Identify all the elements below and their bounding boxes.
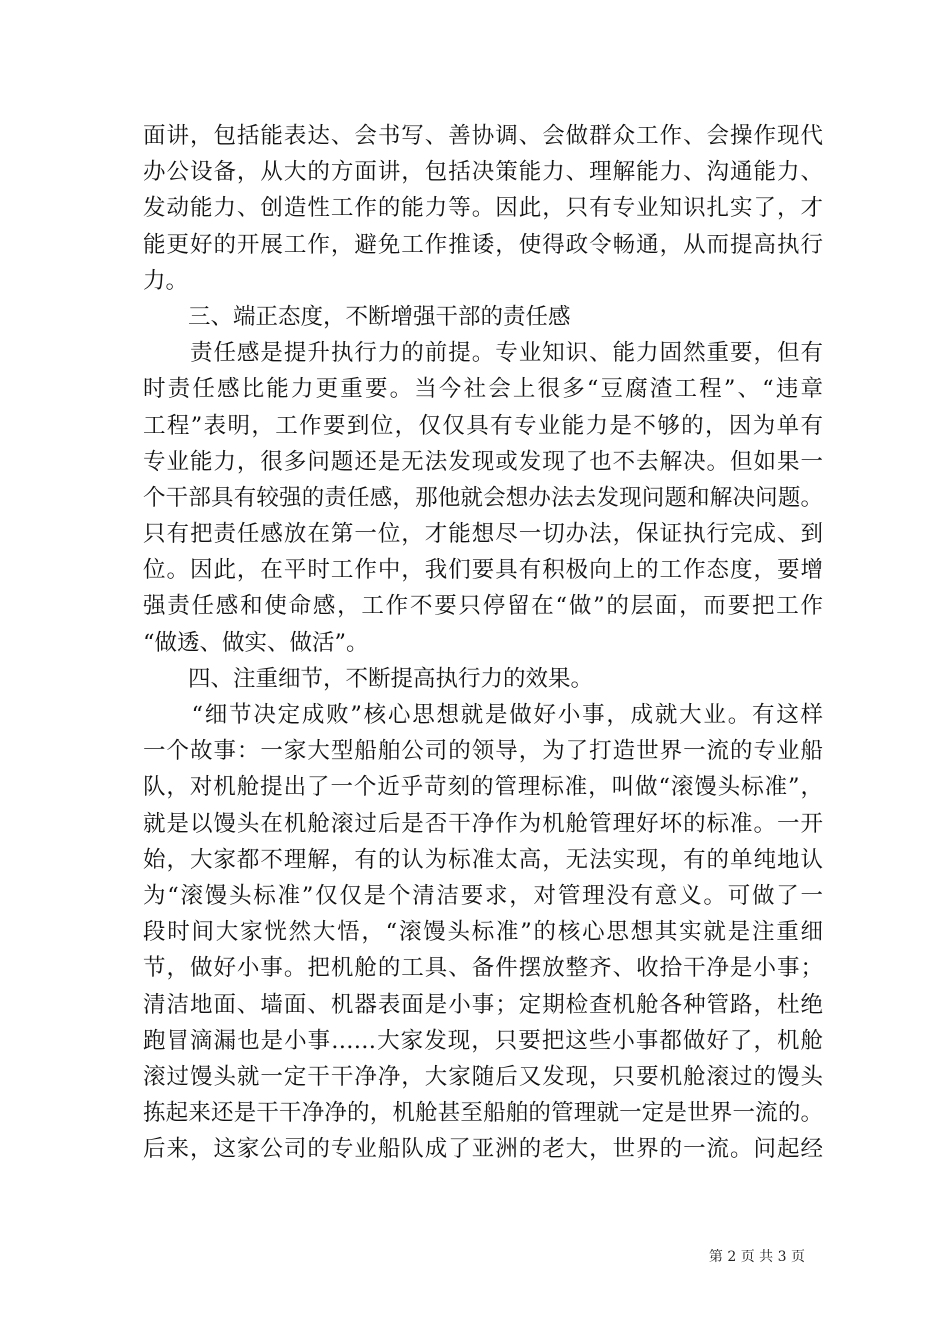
body-text: [143, 118, 823, 1167]
section-heading: 三、端正态度，不断增强干部的责任感: [143, 303, 571, 330]
text-line: 一个故事：一家大型船舶公司的领导，为了打造世界一流的专业船: [143, 738, 823, 765]
text-line: 队，对机舱提出了一个近乎苛刻的管理标准，叫做“滚馒头标准”，: [143, 774, 823, 801]
page-number: 第 2 页 共 3 页: [708, 1249, 805, 1265]
text-line: 后来，这家公司的专业船队成了亚洲的老大，世界的一流。问起经: [143, 1136, 823, 1163]
text-line: “细节决定成败”核心思想就是做好小事，成就大业。有这样: [143, 702, 823, 728]
text-line: 工程”表明，工作要到位，仅仅具有专业能力是不够的，因为单有: [143, 412, 823, 439]
section-heading: 四、注重细节，不断提高执行力的效果。: [143, 665, 594, 692]
text-line: 面讲，包括能表达、会书写、善协调、会做群众工作、会操作现代: [143, 123, 823, 149]
text-line: 为“滚馒头标准”仅仅是个清洁要求，对管理没有意义。可做了一: [143, 882, 823, 909]
text-line: 办公设备，从大的方面讲，包括决策能力、理解能力、沟通能力、: [143, 159, 823, 186]
text-line: 位。因此，在平时工作中，我们要具有积极向上的工作态度，要增: [143, 557, 823, 584]
text-line: 专业能力，很多问题还是无法发现或发现了也不去解决。但如果一: [143, 448, 823, 475]
text-line: 力。: [143, 267, 189, 294]
text-line: 时责任感比能力更重要。当今社会上很多“豆腐渣工程”、“违章: [143, 376, 823, 403]
text-line: 能更好的开展工作，避免工作推诿，使得政令畅通，从而提高执行: [143, 231, 823, 258]
text-line: 发动能力、创造性工作的能力等。因此，只有专业知识扎实了，才: [143, 195, 823, 222]
text-line: 个干部具有较强的责任感，那他就会想办法去发现问题和解决问题。: [143, 484, 823, 511]
text-line: “做透、做实、做活”。: [143, 629, 369, 656]
text-line: 滚过馒头就一定干干净净，大家随后又发现，只要机舱滚过的馒头: [143, 1063, 823, 1090]
text-line: 始，大家都不理解，有的认为标准太高，无法实现，有的单纯地认: [143, 846, 823, 873]
text-line: 段时间大家恍然大悟，“滚馒头标准”的核心思想其实就是注重细: [143, 919, 823, 946]
text-line: 节，做好小事。把机舱的工具、备件摆放整齐、收拾干净是小事；: [143, 955, 823, 982]
text-line: 清洁地面、墙面、机器表面是小事；定期检查机舱各种管路，杜绝: [143, 991, 823, 1018]
text-line: 就是以馒头在机舱滚过后是否干净作为机舱管理好坏的标准。一开: [143, 810, 823, 837]
text-line: 强责任感和使命感，工作不要只停留在“做”的层面，而要把工作: [143, 593, 823, 620]
text-line: 责任感是提升执行力的前提。专业知识、能力固然重要，但有: [143, 340, 823, 367]
text-line: 拣起来还是干干净净的，机舱甚至船舶的管理就一定是世界一流的。: [143, 1100, 823, 1127]
text-line: 只有把责任感放在第一位，才能想尽一切办法，保证执行完成、到: [143, 521, 823, 548]
text-line: 跑冒滴漏也是小事……大家发现，只要把这些小事都做好了，机舱: [143, 1027, 823, 1054]
